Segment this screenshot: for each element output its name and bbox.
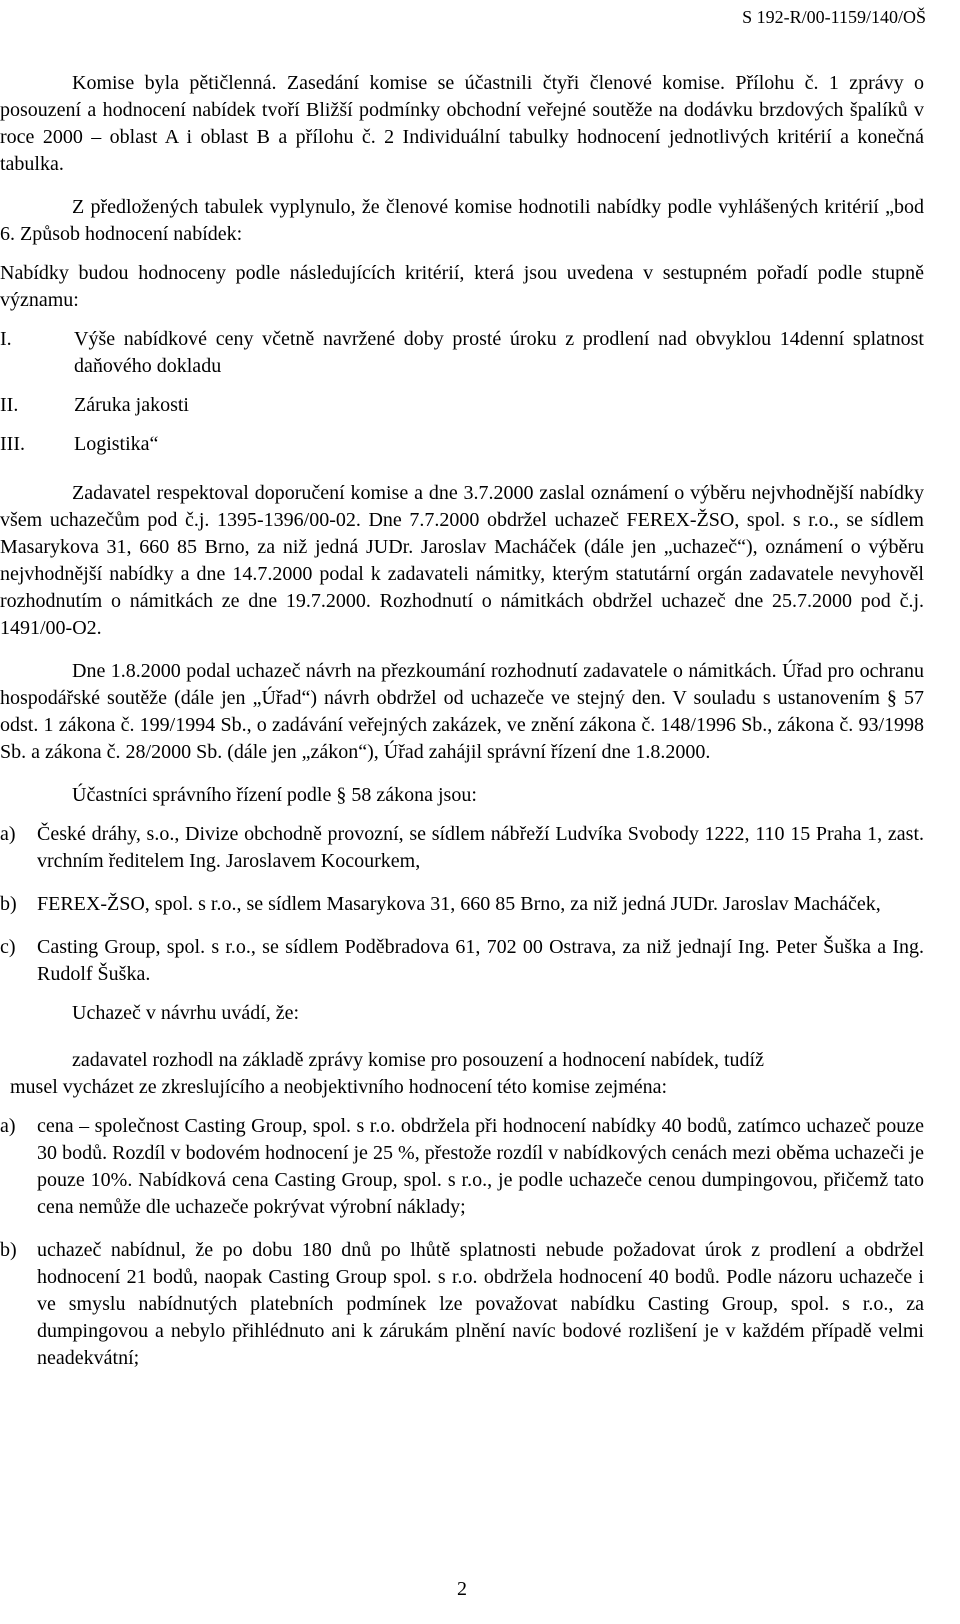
objection-mark: a) xyxy=(0,1115,16,1137)
criteria-item-1 xyxy=(0,326,924,380)
paragraph-tables-result: Z předložených tabulek vyplynulo, že členové komise hodnotili nabídky podle vyhlášených kritérií „bod 6. Způsob hodnocení nabídek: xyxy=(0,196,924,245)
criteria-list xyxy=(0,326,924,458)
criteria-number: I. xyxy=(0,328,12,350)
participants-list xyxy=(0,821,924,988)
paragraph-decision-basis-line1: zadavatel rozhodl na základě zprávy komise pro posouzení a hodnocení nabídek, tudíž xyxy=(72,1049,764,1071)
participant-text: Casting Group, spol. s r.o., se sídlem Poděbradova 61, 702 00 Ostrava, za niž jednají Ing. Peter Šuška a Ing. Rudolf Šuška. xyxy=(37,936,924,985)
criteria-text: Logistika“ xyxy=(74,433,159,455)
document-body xyxy=(0,70,924,1372)
participant-mark: b) xyxy=(0,893,17,915)
paragraph-decision-basis-line2: musel vycházet ze zkreslujícího a neobjektivního hodnocení této komise zejména: xyxy=(10,1076,668,1098)
paragraph-participants-intro: Účastníci správního řízení podle § 58 zákona jsou: xyxy=(72,784,477,806)
participant-text: České dráhy, s.o., Divize obchodně provozní, se sídlem nábřeží Ludvíka Svobody 1222, 110 15 Praha 1, zast. vrchním ředitelem Ing. Jaroslavem Kocourkem, xyxy=(37,823,924,872)
objection-text: uchazeč nabídnul, že po dobu 180 dnů po lhůtě splatnosti nebude požadovat úrok z prodlení a obdržel hodnocení 21 bodů, naopak Casting Group spol. s r.o. obdržela hodnocení 40 bodů. Podle názoru uchazeče i ve smyslu nabídnutých platebních podmínek lze považovat nabídku Casting Group, spol. s r.o., za dumpingovou a nebylo přihlédnuto ani k zárukám plnění navíc bodové rozlišení je v každém případě velmi neadekvátní; xyxy=(37,1239,924,1369)
criteria-item-2 xyxy=(0,392,924,419)
participant-item-c xyxy=(0,934,924,988)
paragraph-proposal: Dne 1.8.2000 podal uchazeč návrh na přezkoumání rozhodnutí zadavatele o námitkách. Úřad pro ochranu hospodářské soutěže (dále jen „Úřad“) návrh obdržel od uchazeče ve stejný den. V souladu s ustanovením § 57 odst. 1 zákona č. 199/1994 Sb., o zadávání veřejných zakázek, ve znění zákona č. 148/1996 Sb., zákona č. 93/1998 Sb. a zákona č. 28/2000 Sb. (dále jen „zákon“), Úřad zahájil správní řízení dne 1.8.2000. xyxy=(0,660,924,763)
objection-item-b xyxy=(0,1237,924,1372)
participant-mark: a) xyxy=(0,823,16,845)
participant-item-a xyxy=(0,821,924,875)
paragraph-criteria-intro: Nabídky budou hodnoceny podle následujících kritérií, která jsou uvedena v sestupném pořadí podle stupně významu: xyxy=(0,262,924,311)
objections-list xyxy=(0,1113,924,1372)
paragraph-contracting-authority: Zadavatel respektoval doporučení komise a dne 3.7.2000 zaslal oznámení o výběru nejvhodnější nabídky všem uchazečům pod č.j. 1395-1396/00-02. Dne 7.7.2000 obdržel uchazeč FEREX-ŽSO, spol. s r.o., se sídlem Masarykova 31, 660 85 Brno, za niž jedná JUDr. Jaroslav Macháček (dále jen „uchazeč“), oznámení o výběru nejvhodnější nabídky a dne 14.7.2000 podal k zadavateli námitky, kterým statutární orgán zadavatele nevyhověl rozhodnutím o námitkách ze dne 19.7.2000. Rozhodnutí o námitkách obdržel uchazeč dne 25.7.2000 pod č.j. 1491/00-O2. xyxy=(0,482,924,639)
objection-item-a xyxy=(0,1113,924,1221)
document-reference-number: S 192-R/00-1159/140/OŠ xyxy=(742,7,926,27)
criteria-number: II. xyxy=(0,394,19,416)
page-number: 2 xyxy=(457,1578,467,1600)
objection-text: cena – společnost Casting Group, spol. s r.o. obdržela při hodnocení nabídky 40 bodů, zatímco uchazeč pouze 30 bodů. Rozdíl v bodovém hodnocení je 25 %, přestože rozdíl v nabídkových cenách mezi oběma uchazeči je pouze 10%. Nabídková cena Casting Group, spol. s r.o., je podle uchazeče cenou dumpingovou, přičemž tato cena nemůže dle uchazeče pokrývat výrobní náklady; xyxy=(37,1115,924,1218)
criteria-number: III. xyxy=(0,433,25,455)
participant-text: FEREX-ŽSO, spol. s r.o., se sídlem Masarykova 31, 660 85 Brno, za niž jedná JUDr. Jaroslav Macháček, xyxy=(37,893,881,915)
participant-item-b xyxy=(0,891,924,918)
criteria-text: Výše nabídkové ceny včetně navržené doby prosté úroku z prodlení nad obvyklou 14denní splatnost daňového dokladu xyxy=(74,328,924,377)
criteria-text: Záruka jakosti xyxy=(74,394,189,416)
paragraph-commission: Komise byla pětičlenná. Zasedání komise se účastnili čtyři členové komise. Přílohu č. 1 zprávy o posouzení a hodnocení nabídek tvoří Bližší podmínky obchodní veřejné soutěže na dodávku brzdových špalíků v roce 2000 – oblast A i oblast B a přílohu č. 2 Individuální tabulky hodnocení jednotlivých kritérií a konečná tabulka. xyxy=(0,72,924,175)
objection-mark: b) xyxy=(0,1239,17,1261)
criteria-item-3 xyxy=(0,431,924,458)
paragraph-applicant-states: Uchazeč v návrhu uvádí, že: xyxy=(72,1002,300,1024)
participant-mark: c) xyxy=(0,936,16,958)
